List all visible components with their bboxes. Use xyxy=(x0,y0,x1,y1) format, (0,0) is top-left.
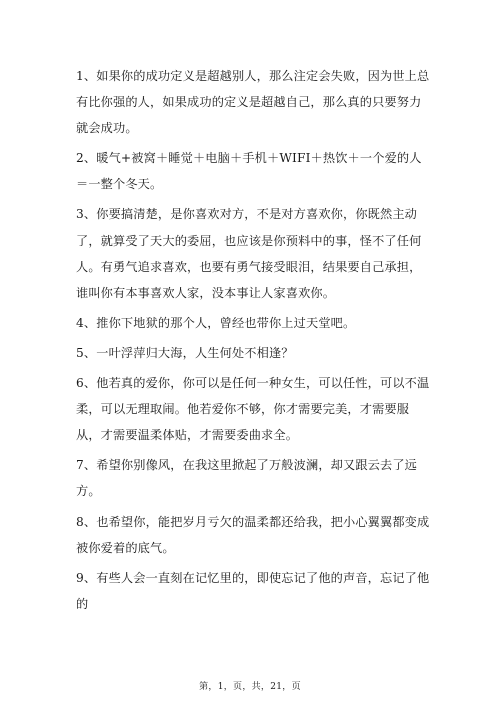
paragraph-9: 9、有些人会一直刻在记忆里的，即使忘记了他的声音，忘记了他的 xyxy=(76,570,430,611)
page-footer: 第，1，页，共，21，页 xyxy=(199,682,301,692)
paragraph-4: 4、推你下地狱的那个人，曾经也带你上过天堂吧。 xyxy=(76,315,356,330)
paragraph-8: 8、也希望你，能把岁月亏欠的温柔都还给我，把小心翼翼都变成被你爱着的底气。 xyxy=(76,514,430,555)
paragraph-6: 6、他若真的爱你，你可以是任何一种女生，可以任性，可以不温柔，可以无理取闹。他若爱你不够，你才需要完美，才需要服从，才需要温柔体贴，才需要委曲求全。 xyxy=(76,376,430,443)
document-body xyxy=(76,63,431,621)
paragraph-3: 3、你要搞清楚，是你喜欢对方，不是对方喜欢你，你既然主动了，就算受了天大的委屈，也应该是你预料中的事，怪不了任何人。有勇气追求喜欢，也要有勇气接受眼泪，结果要自己承担，谁叫你有本事喜欢人家，没本事让人家喜欢你。 xyxy=(76,207,422,300)
paragraph-7: 7、希望你别像风，在我这里掀起了万般波澜，却又跟云去了远方。 xyxy=(76,458,418,499)
paragraph-5: 5、一叶浮萍归大海，人生何处不相逢？ xyxy=(76,345,294,360)
paragraph-1: 1、如果你的成功定义是超越别人，那么注定会失败，因为世上总有比你强的人，如果成功的定义是超越自己，那么真的只要努力就会成功。 xyxy=(76,69,430,136)
paragraph-2: 2、暖气+被窝＋睡觉＋电脑＋手机＋WIFI＋热饮＋一个爱的人＝一整个冬天。 xyxy=(76,151,422,192)
